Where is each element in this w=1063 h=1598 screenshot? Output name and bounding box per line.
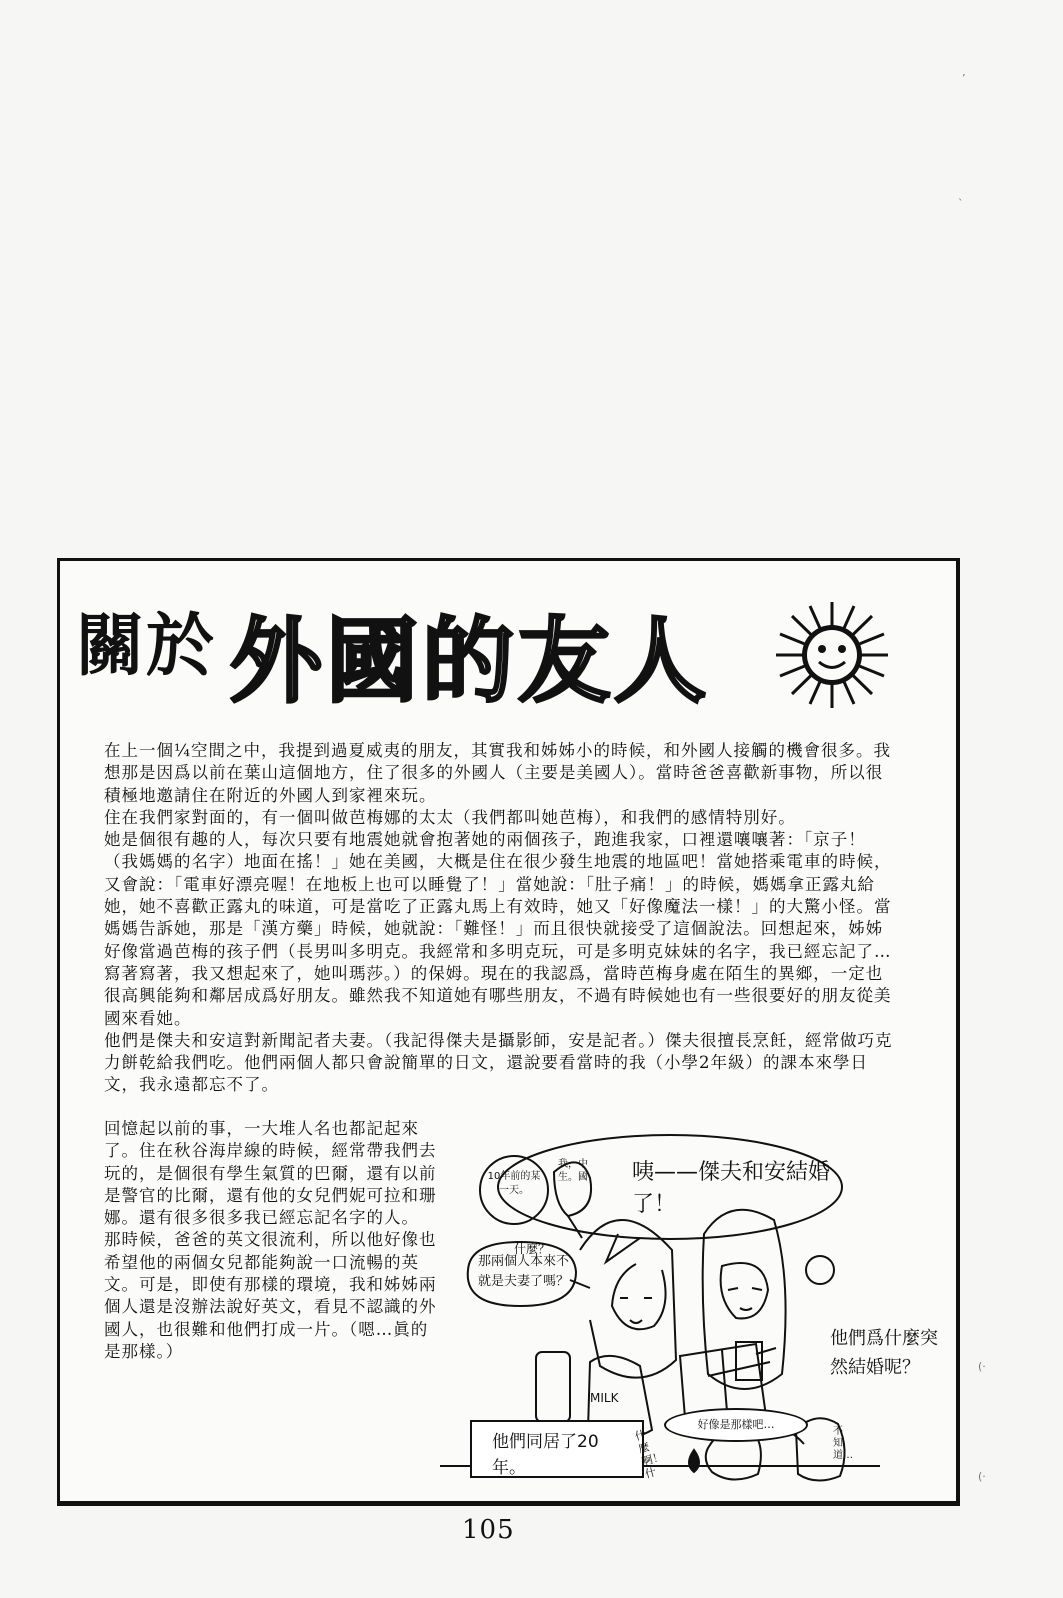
- me-label: 我，中生。國: [558, 1159, 588, 1183]
- why-caption: 他們爲什麼突然結婚呢？: [830, 1328, 938, 1378]
- title-main: 外國的友人: [230, 608, 711, 715]
- scan-speck: ˎ: [958, 188, 964, 201]
- article-body-narrow: [104, 1118, 442, 1363]
- scan-speck: (·: [978, 1470, 986, 1483]
- article-body: [104, 740, 898, 1097]
- milk-label: MILK: [590, 1391, 619, 1405]
- paragraph: 住在我們家對面的，有一個叫做芭梅娜的太太（我們都叫她芭梅），和我們的感情特別好。: [104, 807, 796, 827]
- paragraph: 在上一個¼空間之中，我提到過夏威夷的朋友，其實我和姊姊小的時候，和外國人接觸的機會很多。我想那是因爲以前在葉山這個地方，住了很多的外國人（主要是美國人）。當時爸爸喜歡新事物，所以很積極地邀請住在附近的外國人到家裡來玩。: [104, 741, 891, 805]
- what-sfx: 什麼？: [514, 1242, 551, 1256]
- paragraph: 那時候，爸爸的英文很流利，所以他好像也希望他的兩個女兒都能夠說一口流暢的英文。可是，即使有那樣的環境，我和姊姊兩個人還是沒辦法說好英文，看見不認識的外國人，也很難和他們打成一片。（嗯…眞的是那樣。）: [104, 1230, 437, 1361]
- cohab-caption-box: 他們同居了20年。: [470, 1420, 644, 1478]
- scan-speck: ʼ: [962, 72, 966, 85]
- paragraph: 她是個很有趣的人，每次只要有地震她就會抱著她的兩個孩子，跑進我家，口裡還嚷嚷著：「京子！（我媽媽的名字）地面在搖！」她在美國，大概是住在很少發生地震的地區吧！當她搭乘電車的時候，又會說：「電車好漂亮喔！在地板上也可以睡覺了！」當她說：「肚子痛！」的時候，媽媽拿正露丸給她，她不喜歡正露丸的味道，可是當吃了正露丸馬上有效時，她又「好像魔法一樣！」的大驚小怪。當媽媽告訴她，那是「漢方藥」時候，她就說：「難怪！」而且很快就接受了這個說法。回想起來，姊姊好像當過芭梅的孩子們（長男叫多明克。我經常和多明克玩，可是多明克妹妹的名字，我已經忘記了…寫著寫著，我又想起來了，她叫瑪莎。）的保姆。現在的我認爲，當時芭梅身處在陌生的異鄉，一定也很高興能夠和鄰居成爲好朋友。雖然我不知道她有哪些朋友，不過有時候她也有一些很要好的朋友從美國來看她。: [104, 830, 892, 1028]
- speech-bubble-main: 咦——傑夫和安結婚了！: [632, 1160, 831, 1217]
- paragraph: 回憶起以前的事，一大堆人名也都記起來了。住在秋谷海岸線的時候，經常帶我們去玩的，是個很有學生氣質的巴爾，還有以前是警官的比爾，還有他的女兒們妮可拉和珊娜。還有很多很多我已經忘記名字的人。: [104, 1119, 437, 1228]
- paragraph: 他們是傑夫和安這對新聞記者夫妻。（我記得傑夫是攝影師，安是記者。）傑夫很擅長烹飪，經常做巧克力餅乾給我們吃。他們兩個人都只會說簡單的日文，還說要看當時的我（小學2年級）的課本來學日文，我永遠都忘不了。: [104, 1030, 893, 1095]
- date-caption: 10年前的某一天。: [487, 1171, 541, 1196]
- speech-bubble-maybe: 好像是那樣吧…: [664, 1408, 808, 1442]
- page-number: 105: [462, 1515, 515, 1545]
- title-prefix: 關於: [76, 607, 217, 686]
- scan-speck: (·: [978, 1360, 986, 1373]
- speech-bubble-married: 那兩個人本來不就是夫妻了嗎？: [478, 1254, 570, 1289]
- huh-sfx: 什麼啊！什: [633, 1427, 665, 1481]
- dunno-sfx: 不知道…: [833, 1426, 853, 1461]
- sun-face-icon: [772, 600, 892, 710]
